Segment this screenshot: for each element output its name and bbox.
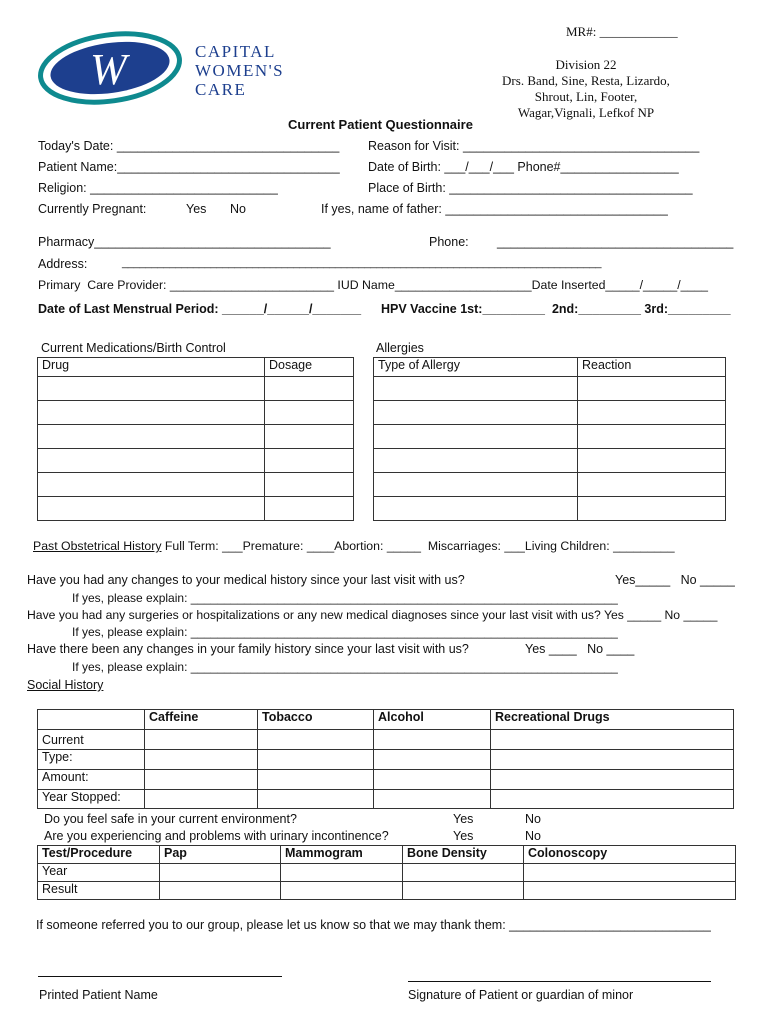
signature-line[interactable] [408, 981, 711, 982]
social-row-label: Year Stopped: [38, 790, 145, 809]
dosage-cell[interactable] [265, 401, 354, 425]
test-row-label: Result [38, 882, 160, 900]
logo-swoosh-icon [38, 30, 188, 106]
table-row [374, 377, 726, 401]
obstetrical-history-label: Past Obstetrical History [33, 539, 162, 553]
test-row-label: Year [38, 864, 160, 882]
test-header-procedure: Test/Procedure [38, 846, 160, 864]
colonoscopy-result-cell[interactable] [524, 882, 736, 900]
phone-label: Phone: [429, 235, 469, 249]
alcohol-stopped-cell[interactable] [374, 790, 491, 809]
reaction-cell[interactable] [578, 377, 726, 401]
pap-year-cell[interactable] [160, 864, 281, 882]
dosage-cell[interactable] [265, 449, 354, 473]
drug-cell[interactable] [38, 449, 265, 473]
family-history-yes-no[interactable]: Yes ____ No ____ [525, 642, 635, 656]
safe-no-option[interactable]: No [525, 812, 541, 826]
table-row [38, 882, 736, 900]
surgeries-question[interactable]: Have you had any surgeries or hospitalizations or any new medical diagnoses since your last visit with us? Yes _____ No _____ [27, 608, 718, 622]
social-header-caffeine: Caffeine [145, 710, 258, 730]
printed-patient-name-label: Printed Patient Name [39, 988, 158, 1002]
test-header-mammogram: Mammogram [281, 846, 403, 864]
pap-result-cell[interactable] [160, 882, 281, 900]
signature-label: Signature of Patient or guardian of minor [408, 988, 634, 1002]
allergy-type-cell[interactable] [374, 473, 578, 497]
obstetrical-history-fields[interactable]: Full Term: ___Premature: ____Abortion: _____ Miscarriages: ___Living Children: _________ [161, 539, 675, 553]
table-row [38, 425, 354, 449]
division-line-2: Drs. Band, Sine, Resta, Lizardo, [502, 73, 670, 88]
address-label: Address: [38, 257, 88, 271]
capital-womens-care-logo [38, 30, 308, 106]
incontinence-no-option[interactable]: No [525, 829, 541, 843]
social-history-title: Social History [27, 678, 104, 692]
test-header-colonoscopy: Colonoscopy [524, 846, 736, 864]
drugs-current-cell[interactable] [491, 730, 734, 750]
pregnant-no-option[interactable]: No [230, 202, 246, 216]
pharmacy-field[interactable]: Pharmacy__________________________________ [38, 235, 331, 249]
table-row [38, 790, 734, 809]
test-header-pap: Pap [160, 846, 281, 864]
allergies-table [373, 357, 726, 521]
todays-date-field[interactable]: Today's Date: ________________________________ [38, 139, 340, 153]
medical-history-explain[interactable]: If yes, please explain: ________________________________________________________________ [72, 591, 618, 605]
social-header-recreational-drugs: Recreational Drugs [491, 710, 734, 730]
allergies-col-reaction: Reaction [578, 358, 726, 377]
dosage-cell[interactable] [265, 473, 354, 497]
dosage-cell[interactable] [265, 377, 354, 401]
place-of-birth-field[interactable]: Place of Birth: ___________________________________ [368, 181, 693, 195]
brand-line-1: CAPITAL [195, 42, 276, 61]
table-row [374, 401, 726, 425]
bone-density-result-cell[interactable] [403, 882, 524, 900]
religion-field[interactable]: Religion: ___________________________ [38, 181, 278, 195]
social-row-label: Type: [38, 750, 145, 770]
table-row [38, 473, 354, 497]
medical-history-question: Have you had any changes to your medical history since your last visit with us? [27, 573, 465, 587]
allergy-type-cell[interactable] [374, 401, 578, 425]
division-block [488, 57, 684, 121]
drug-cell[interactable] [38, 377, 265, 401]
medications-table [37, 357, 354, 521]
drug-cell[interactable] [38, 497, 265, 521]
table-row [38, 750, 734, 770]
obstetrical-history-row[interactable] [33, 539, 675, 553]
last-menstrual-period-field[interactable]: Date of Last Menstrual Period: ______/______/_______ [38, 302, 362, 316]
reason-for-visit-field[interactable]: Reason for Visit: __________________________________ [368, 139, 700, 153]
tobacco-current-cell[interactable] [258, 730, 374, 750]
table-row [38, 401, 354, 425]
phone-field[interactable]: __________________________________ [497, 235, 734, 249]
reaction-cell[interactable] [578, 401, 726, 425]
allergy-type-cell[interactable] [374, 497, 578, 521]
table-row [374, 425, 726, 449]
table-row [38, 497, 354, 521]
brand-line-2: WOMEN'S [195, 61, 285, 80]
drugs-type-cell[interactable] [491, 750, 734, 770]
tobacco-amount-cell[interactable] [258, 770, 374, 790]
table-row [38, 730, 734, 750]
mammogram-year-cell[interactable] [281, 864, 403, 882]
referral-field[interactable]: If someone referred you to our group, please let us know so that we may thank them: _____________________________ [36, 918, 711, 932]
currently-pregnant-label: Currently Pregnant: [38, 202, 147, 216]
alcohol-current-cell[interactable] [374, 730, 491, 750]
father-name-field[interactable]: If yes, name of father: ________________________________ [321, 202, 668, 216]
mammogram-result-cell[interactable] [281, 882, 403, 900]
allergy-type-cell[interactable] [374, 449, 578, 473]
table-row [374, 473, 726, 497]
family-history-question: Have there been any changes in your family history since your last visit with us? [27, 642, 469, 656]
table-row [38, 770, 734, 790]
medications-title: Current Medications/Birth Control [41, 341, 226, 355]
printed-name-line[interactable] [38, 976, 282, 977]
test-procedure-table [37, 845, 736, 900]
address-field[interactable]: _________________________________________________________________________________ [122, 257, 602, 269]
drugs-stopped-cell[interactable] [491, 790, 734, 809]
reaction-cell[interactable] [578, 449, 726, 473]
drug-cell[interactable] [38, 425, 265, 449]
incontinence-question: Are you experiencing and problems with urinary incontinence? [44, 829, 389, 843]
date-of-birth-field[interactable]: Date of Birth: ___/___/___ Phone#_________________ [368, 160, 679, 174]
safe-environment-question: Do you feel safe in your current environment? [44, 812, 297, 826]
alcohol-type-cell[interactable] [374, 750, 491, 770]
medications-col-drug: Drug [38, 358, 265, 377]
brand-line-3: CARE [195, 80, 247, 99]
reaction-cell[interactable] [578, 473, 726, 497]
table-row [38, 377, 354, 401]
social-history-table [37, 709, 734, 809]
allergies-col-type: Type of Allergy [374, 358, 578, 377]
drug-cell[interactable] [38, 473, 265, 497]
drug-cell[interactable] [38, 401, 265, 425]
page-title: Current Patient Questionnaire [288, 117, 473, 132]
table-row [374, 497, 726, 521]
social-header-tobacco: Tobacco [258, 710, 374, 730]
colonoscopy-year-cell[interactable] [524, 864, 736, 882]
family-history-explain[interactable]: If yes, please explain: ________________________________________________________________ [72, 660, 618, 674]
division-line-4: Wagar,Vignali, Lefkof NP [517, 105, 655, 120]
test-header-bone-density: Bone Density [403, 846, 524, 864]
alcohol-amount-cell[interactable] [374, 770, 491, 790]
caffeine-amount-cell[interactable] [145, 770, 258, 790]
caffeine-type-cell[interactable] [145, 750, 258, 770]
division-line-3: Shrout, Lin, Footer, [534, 89, 638, 104]
incontinence-yes-option[interactable]: Yes [453, 829, 474, 843]
hpv-vaccine-field[interactable]: HPV Vaccine 1st:_________ 2nd:_________ 3rd:_________ [381, 302, 731, 316]
surgeries-explain[interactable]: If yes, please explain: ________________________________________________________________ [72, 625, 618, 639]
drugs-amount-cell[interactable] [491, 770, 734, 790]
tobacco-type-cell[interactable] [258, 750, 374, 770]
pregnant-yes-option[interactable]: Yes [186, 202, 207, 216]
table-row [38, 864, 736, 882]
allergy-type-cell[interactable] [374, 377, 578, 401]
caffeine-stopped-cell[interactable] [145, 790, 258, 809]
social-header-blank [38, 710, 145, 730]
caffeine-current-cell[interactable] [145, 730, 258, 750]
allergies-title: Allergies [376, 341, 424, 355]
patient-name-field[interactable]: Patient Name:________________________________ [38, 160, 340, 174]
social-row-label: Current [38, 730, 145, 750]
svg-text:W: W [90, 45, 127, 94]
medical-history-yes-no[interactable]: Yes_____ No _____ [615, 573, 735, 587]
dosage-cell[interactable] [265, 497, 354, 521]
table-row [38, 449, 354, 473]
allergy-type-cell[interactable] [374, 425, 578, 449]
dosage-cell[interactable] [265, 425, 354, 449]
mr-number-field: MR#: ____________ [566, 24, 678, 39]
social-row-label: Amount: [38, 770, 145, 790]
reaction-cell[interactable] [578, 497, 726, 521]
division-line-1: Division 22 [555, 57, 617, 72]
reaction-cell[interactable] [578, 425, 726, 449]
primary-care-provider-field[interactable]: Primary Care Provider: ________________________ IUD Name____________________Date Inserted_____/_____/____ [38, 278, 709, 292]
table-row [374, 449, 726, 473]
safe-yes-option[interactable]: Yes [453, 812, 474, 826]
tobacco-stopped-cell[interactable] [258, 790, 374, 809]
social-header-alcohol: Alcohol [374, 710, 491, 730]
medications-col-dosage: Dosage [265, 358, 354, 377]
bone-density-year-cell[interactable] [403, 864, 524, 882]
